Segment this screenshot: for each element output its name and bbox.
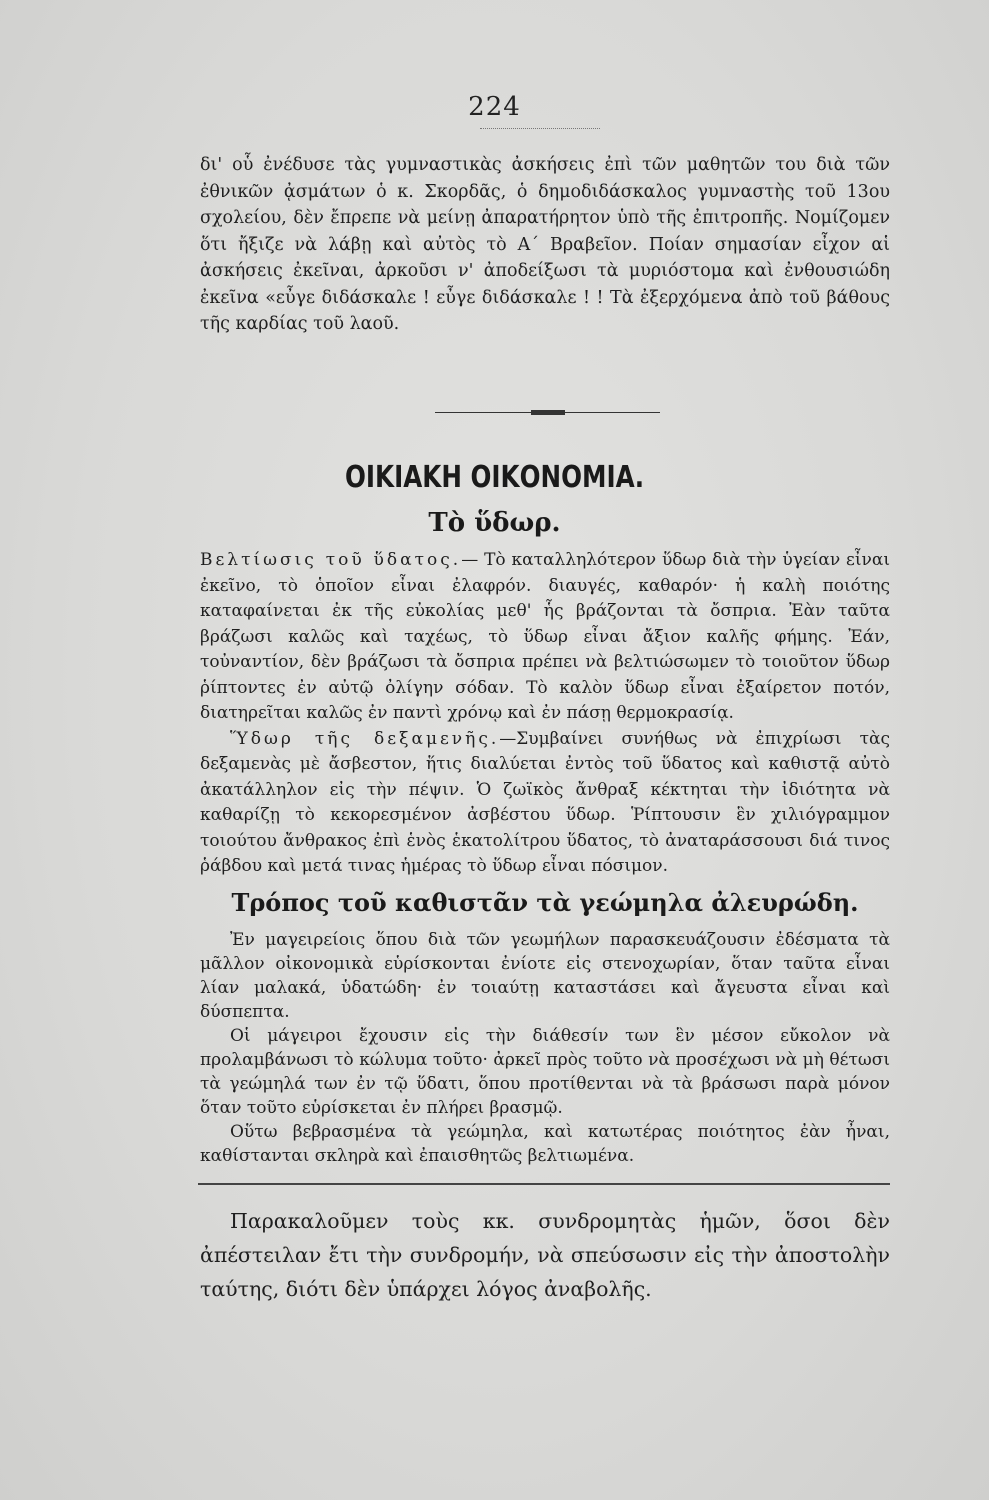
water-section	[200, 548, 890, 880]
water-paragraph-2	[200, 727, 890, 880]
flour-section	[200, 928, 890, 1168]
water-paragraph-1-text: — Τὸ καταλληλότερον ὕδωρ διὰ τὴν ὑγείαν εἶναι ἐκεῖνο, τὸ ὁποῖον εἶναι ἐλαφρόν. διαυγές, καθαρόν· ἡ καλὴ ποιότης καταφαίνεται ἐκ τῆς εὐκολίας μεθ' ἧς βράζονται τὰ ὄσπρια. Ἐὰν ταῦτα βράζωσι καλῶς καὶ ταχέως, τὸ ὕδωρ εἶναι ἄξιον καλῆς φήμης. Ἐάν, τοὐναντίον, δὲν βράζωσι τὰ ὄσπρια πρέπει νὰ βελτιώσωμεν τὸ τοιοῦτον ὕδωρ ῥίπτοντες ἐν αὐτῷ ὀλίγην σόδαν. Τὸ καλὸν ὕδωρ εἶναι ἐξαίρετον ποτόν, διατηρεῖται καλῶς ἐν παντὶ χρόνῳ καὶ ἐν πάσῃ θερμοκρασίᾳ.	[200, 550, 891, 723]
subscriber-notice	[200, 1204, 890, 1306]
section-title: ΟΙΚΙΑΚΗ ΟΙΚΟΝΟΜΙΑ.	[344, 460, 645, 495]
section-divider-ornament	[435, 410, 660, 416]
water-paragraph-1-lead: Βελτίωσις τοῦ ὕδατος.	[200, 550, 462, 570]
flour-paragraph-1: Ἐν μαγειρείοις ὅπου διὰ τῶν γεωμήλων παρασκευάζουσιν ἐδέσματα τὰ μᾶλλον οἰκονομικὰ εὑρίσκονται ἐνίοτε εἰς στενοχωρίαν, ὅταν ταῦτα εἶναι λίαν μαλακά, ὑδατώδη· ἐν τοιαύτῃ καταστάσει καὶ ἄγευστα εἶναι καὶ δύσπεπτα.	[200, 930, 890, 1022]
page-number-rule	[480, 128, 600, 129]
water-paragraph-1	[200, 548, 890, 727]
intro-paragraph: δι' οὗ ἐνέδυσε τὰς γυμναστικὰς ἀσκήσεις ἐπὶ τῶν μαθητῶν του διὰ τῶν ἐθνικῶν ᾀσμάτων ὁ κ. Σκορδᾶς, ὁ δημοδιδάσκαλος γυμναστὴς τοῦ 13ου σχολείου, δὲν ἔπρεπε νὰ μείνῃ ἀπαρατήρητον ὑπὸ τῆς ἐπιτροπῆς. Νομίζομεν ὅτι ἤξιζε νὰ λάβῃ καὶ αὐτὸς τὸ Α΄ Βραβεῖον. Ποίαν σημασίαν εἶχον αἱ ἀσκήσεις ἐκεῖναι, ἀρκοῦσι ν' ἀποδείξωσι τὰ μυριόστομα καὶ ἐνθουσιώδη ἐκεῖνα «εὖγε διδάσκαλε ! εὖγε διδάσκαλε ! ! Τὰ ἐξερχόμενα ἀπὸ τοῦ βάθους τῆς καρδίας τοῦ λαοῦ.	[200, 155, 890, 334]
flour-paragraph-2: Οἱ μάγειροι ἔχουσιν εἰς τὴν διάθεσίν των ἓν μέσον εὔκολον νὰ προλαμβάνωσι τὸ κώλυμα τοῦτο· ἀρκεῖ πρὸς τοῦτο νὰ προσέχωσι νὰ μὴ θέτωσι τὰ γεώμηλά των ἐν τῷ ὕδατι, ὅπου προτίθενται νὰ τὰ βράσωσι παρὰ μόνον ὅταν τοῦτο εὑρίσκεται ἐν πλήρει βρασμῷ.	[200, 1026, 890, 1118]
intro-paragraph-block	[200, 152, 890, 338]
flour-paragraph-3: Οὕτω βεβρασμένα τὰ γεώμηλα, καὶ κατωτέρας ποιότητος ἐὰν ἦναι, καθίστανται σκληρὰ καὶ ἐπαισθητῶς βελτιωμένα.	[200, 1122, 890, 1166]
page-number: 224	[468, 92, 521, 122]
subsection-title: Τὸ ὕδωρ.	[428, 508, 561, 538]
divider-center-mark	[531, 410, 565, 415]
flour-section-title: Τρόπος τοῦ καθιστᾶν τὰ γεώμηλα ἀλευρώδη.	[231, 888, 859, 917]
water-paragraph-2-lead: Ὕδωρ τῆς δεξαμενῆς.	[230, 728, 500, 749]
subscriber-notice-text: Παρακαλοῦμεν τοὺς κκ. συνδρομητὰς ἡμῶν, ὅσοι δὲν ἀπέστειλαν ἔτι τὴν συνδρομήν, νὰ σπεύσωσιν εἰς τὴν ἀποστολὴν ταύτης, διότι δὲν ὑπάρχει λόγος ἀναβολῆς.	[200, 1209, 890, 1301]
water-paragraph-2-text: —Συμβαίνει συνήθως νὰ ἐπιχρίωσι τὰς δεξαμενὰς μὲ ἄσβεστον, ἥτις διαλύεται ἐντὸς τοῦ ὕδατος καὶ καθιστᾷ αὐτὸ ἀκατάλληλον εἰς τὴν πέψιν. Ὁ ζωϊκὸς ἄνθραξ κέκτηται τὴν ἰδιότητα νὰ καθαρίζῃ τὸ κεκορεσμένον ἀσβέστου ὕδωρ. Ῥίπτουσιν ἓν χιλιόγραμμον τοιούτου ἄνθρακος ἐπὶ ἑνὸς ἑκατολίτρου ὕδατος, τὸ ἀναταράσσουσι διά τινος ῥάβδου καὶ μετά τινας ἡμέρας τὸ ὕδωρ εἶναι πόσιμον.	[200, 728, 890, 876]
bottom-rule	[198, 1183, 890, 1185]
